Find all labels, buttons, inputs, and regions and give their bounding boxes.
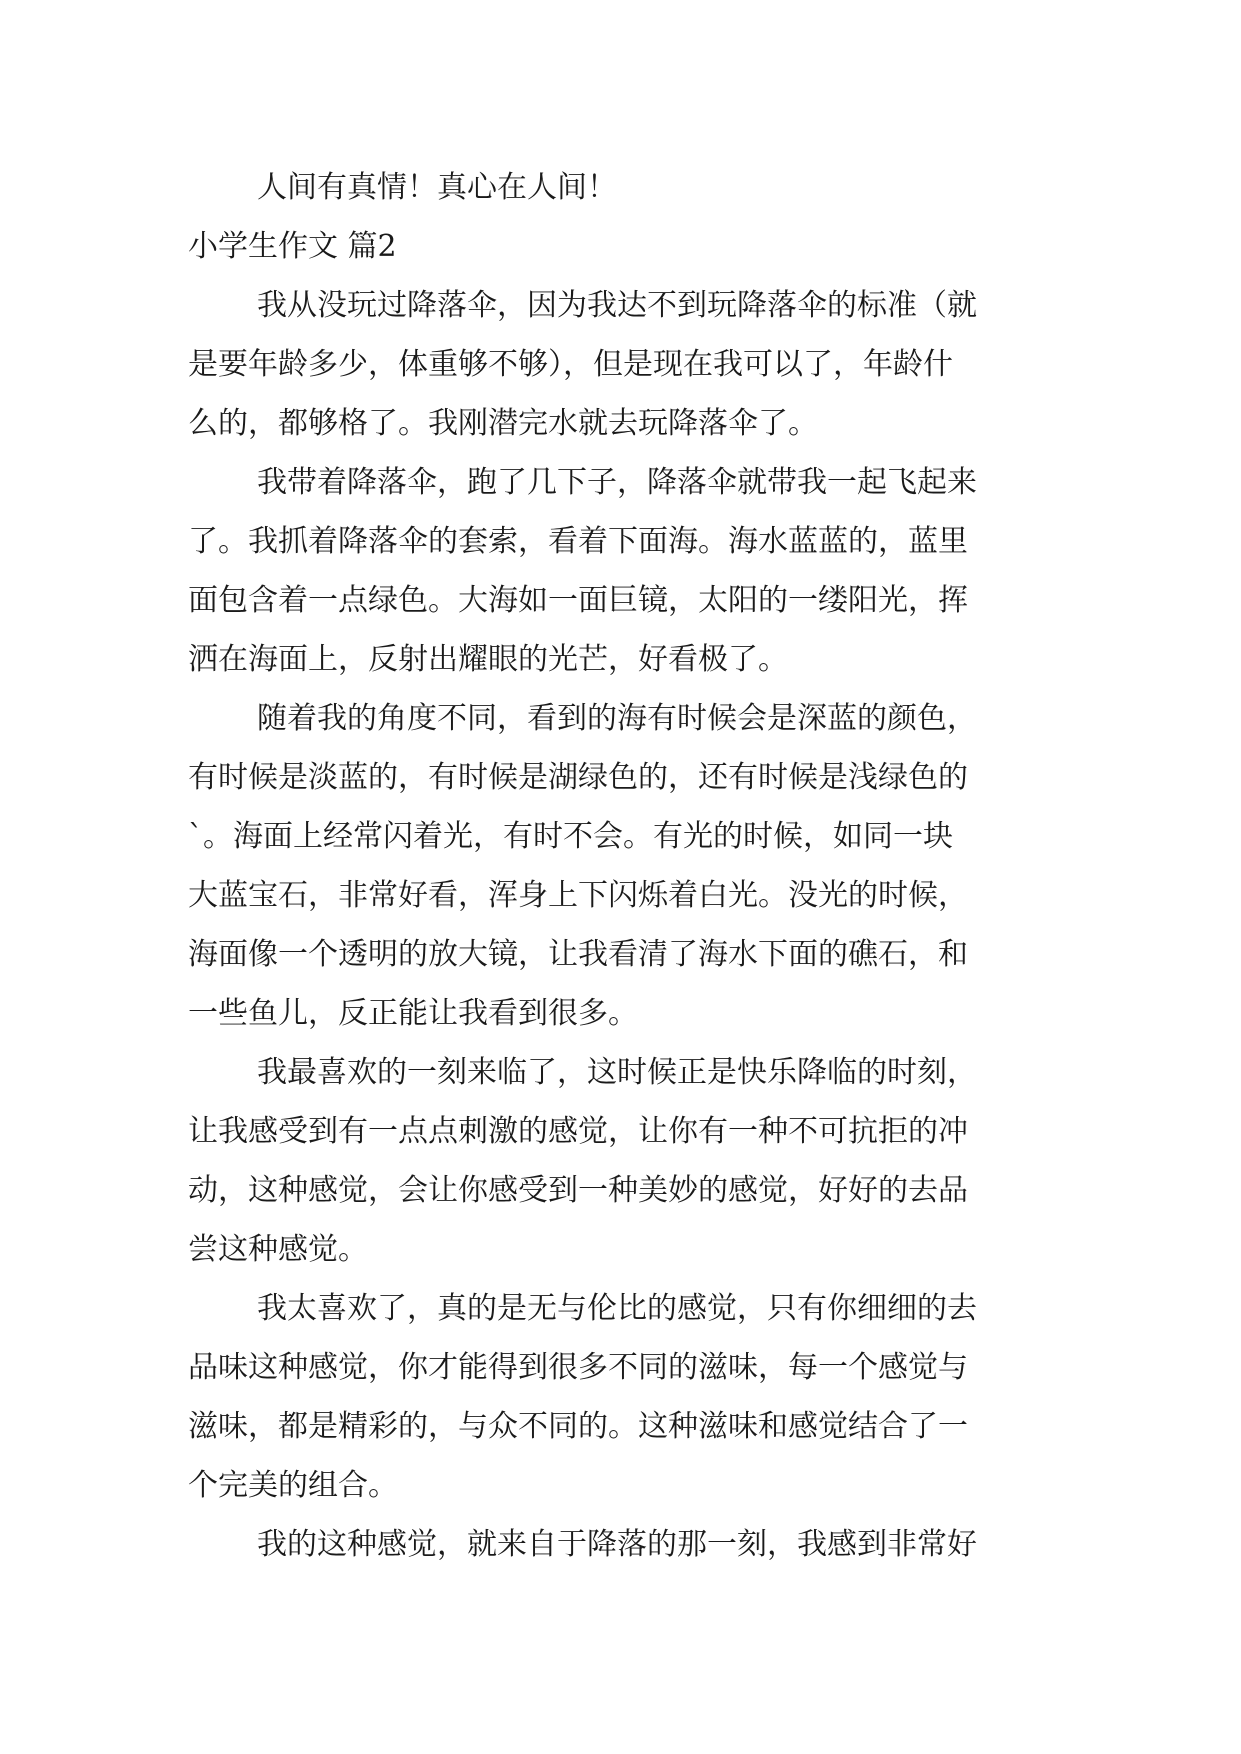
paragraph-2 — [188, 453, 1058, 689]
paragraph-line: 随着我的角度不同，看到的海有时候会是深蓝的颜色， — [257, 701, 977, 736]
paragraph-line: 让我感受到有一点点刺激的感觉，让你有一种不可抗拒的冲 — [188, 1114, 968, 1149]
paragraph-line: 有时候是淡蓝的，有时候是湖绿色的，还有时候是浅绿色的 — [188, 760, 968, 795]
paragraph-3 — [188, 689, 1058, 1043]
paragraph-line: 海面像一个透明的放大镜，让我看清了海水下面的礁石，和 — [188, 937, 968, 972]
paragraph-line: 么的，都够格了。我刚潜完水就去玩降落伞了。 — [188, 406, 818, 441]
paragraph-line: 一些鱼儿，反正能让我看到很多。 — [188, 996, 638, 1031]
paragraph-1 — [188, 276, 1058, 453]
paragraph-line: 了。我抓着降落伞的套索，看着下面海。海水蓝蓝的，蓝里 — [188, 524, 968, 559]
paragraph-line: 滋味，都是精彩的，与众不同的。这种滋味和感觉结合了一 — [188, 1409, 968, 1444]
paragraph-line: 是要年龄多少，体重够不够），但是现在我可以了，年龄什 — [188, 347, 953, 382]
paragraph-line: 我从没玩过降落伞，因为我达不到玩降落伞的标准（就 — [257, 288, 977, 323]
paragraph-line: 个完美的组合。 — [188, 1468, 398, 1503]
paragraph-5 — [188, 1279, 1058, 1515]
paragraph-line: 我带着降落伞，跑了几下子，降落伞就带我一起飞起来 — [257, 465, 977, 500]
paragraph-line: 洒在海面上，反射出耀眼的光芒，好看极了。 — [188, 642, 788, 677]
paragraph-line: 我最喜欢的一刻来临了，这时候正是快乐降临的时刻， — [257, 1055, 977, 1090]
paragraph-line: 我的这种感觉，就来自于降落的那一刻，我感到非常好 — [257, 1527, 977, 1562]
paragraph-line: `。海面上经常闪着光，有时不会。有光的时候，如同一块 — [188, 819, 953, 854]
paragraph-line: 尝这种感觉。 — [188, 1232, 368, 1267]
paragraph-line: 品味这种感觉，你才能得到很多不同的滋味，每一个感觉与 — [188, 1350, 968, 1385]
paragraph-line: 我太喜欢了，真的是无与伦比的感觉，只有你细细的去 — [257, 1291, 977, 1326]
paragraph-line: 大蓝宝石，非常好看，浑身上下闪烁着白光。没光的时候， — [188, 878, 968, 913]
paragraph-4 — [188, 1043, 1058, 1279]
section-title: 小学生作文 篇2 — [188, 229, 397, 264]
paragraph-line: 动，这种感觉，会让你感受到一种美妙的感觉，好好的去品 — [188, 1173, 968, 1208]
paragraph-6 — [188, 1515, 1058, 1574]
closing-line: 人间有真情！真心在人间！ — [257, 170, 617, 205]
article-body — [188, 158, 1058, 1574]
paragraph-line: 面包含着一点绿色。大海如一面巨镜，太阳的一缕阳光，挥 — [188, 583, 968, 618]
